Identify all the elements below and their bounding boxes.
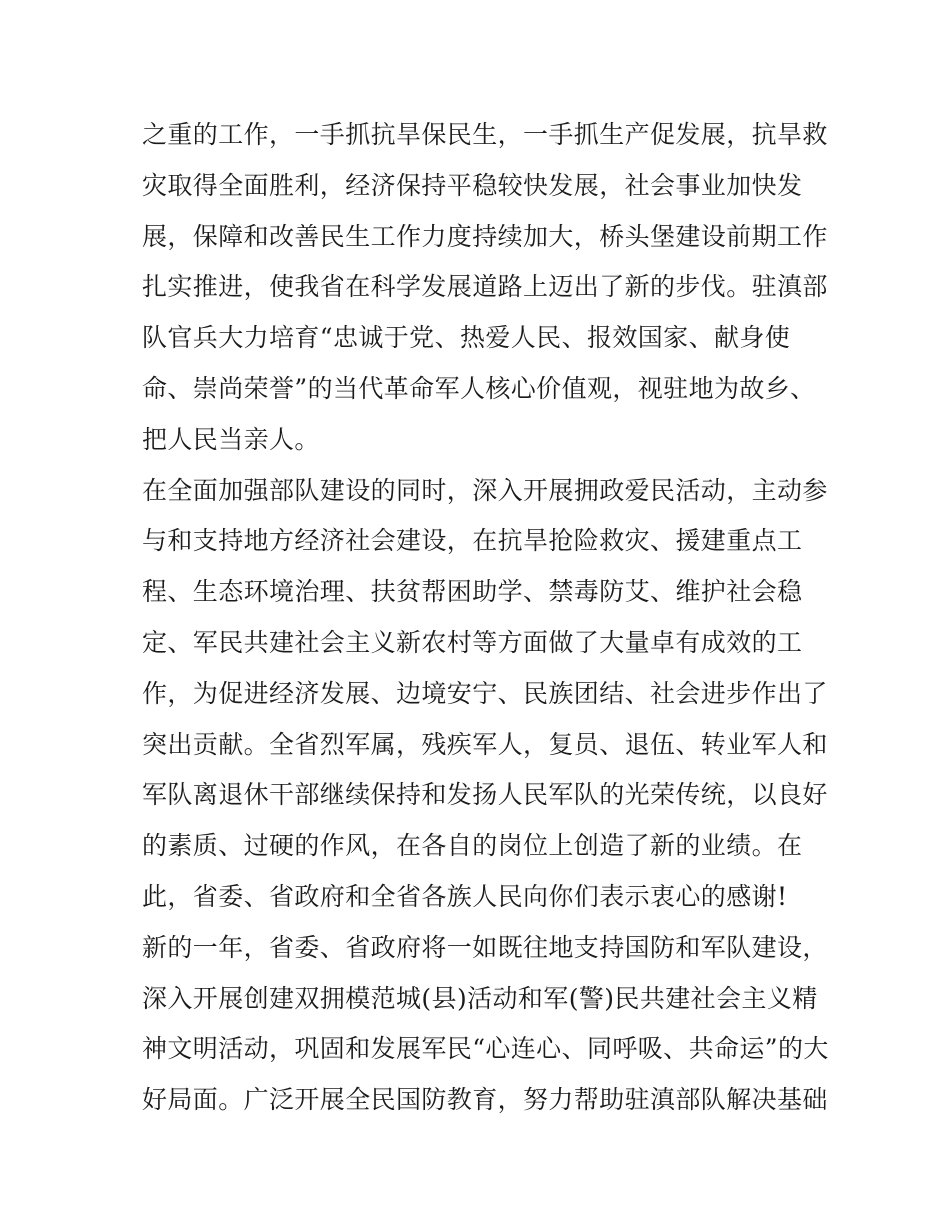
text-line: 命、崇尚荣誉”的当代革命军人核心价值观，视驻地为故乡、 <box>142 373 816 403</box>
text-line: 好局面。广泛开展全民国防教育，努力帮助驻滇部队解决基础 <box>142 1085 828 1115</box>
text-line: 与和支持地方经济社会建设，在抗旱抢险救灾、援建重点工 <box>142 526 803 556</box>
text-line: 作，为促进经济发展、边境安宁、民族团结、社会进步作出了 <box>142 678 828 708</box>
text-line: 展，保障和改善民生工作力度持续加大，桥头堡建设前期工作 <box>142 221 828 251</box>
text-line: 新的一年，省委、省政府将一如既往地支持国防和军队建设， <box>142 932 828 962</box>
document-body <box>142 110 829 1126</box>
text-line: 的素质、过硬的作风，在各自的岗位上创造了新的业绩。在 <box>142 831 803 861</box>
text-line: 此，省委、省政府和全省各族人民向你们表示衷心的感谢! <box>142 881 788 911</box>
text-line: 神文明活动，巩固和发展军民“心连心、同呼吸、共命运”的大 <box>142 1034 829 1064</box>
text-line: 突出贡献。全省烈军属，残疾军人，复员、退伍、转业军人和 <box>142 729 828 759</box>
text-line: 程、生态环境治理、扶贫帮困助学、禁毒防艾、维护社会稳 <box>142 577 803 607</box>
text-line: 之重的工作，一手抓抗旱保民生，一手抓生产促发展，抗旱救 <box>142 120 828 149</box>
text-line: 军队离退休干部继续保持和发扬人民军队的光荣传统，以良好 <box>142 780 828 810</box>
text-line: 灾取得全面胜利，经济保持平稳较快发展，社会事业加快发 <box>142 170 803 200</box>
text-line: 深入开展创建双拥模范城(县)活动和军(警)民共建社会主义精 <box>142 983 818 1013</box>
text-line: 队官兵大力培育“忠诚于党、热爱人民、报效国家、献身使 <box>142 323 791 353</box>
text-line: 定、军民共建社会主义新农村等方面做了大量卓有成效的工 <box>142 627 803 657</box>
text-line: 把人民当亲人。 <box>142 424 320 454</box>
text-line: 扎实推进，使我省在科学发展道路上迈出了新的步伐。驻滇部 <box>142 272 828 302</box>
text-line: 在全面加强部队建设的同时，深入开展拥政爱民活动，主动参 <box>142 475 828 505</box>
